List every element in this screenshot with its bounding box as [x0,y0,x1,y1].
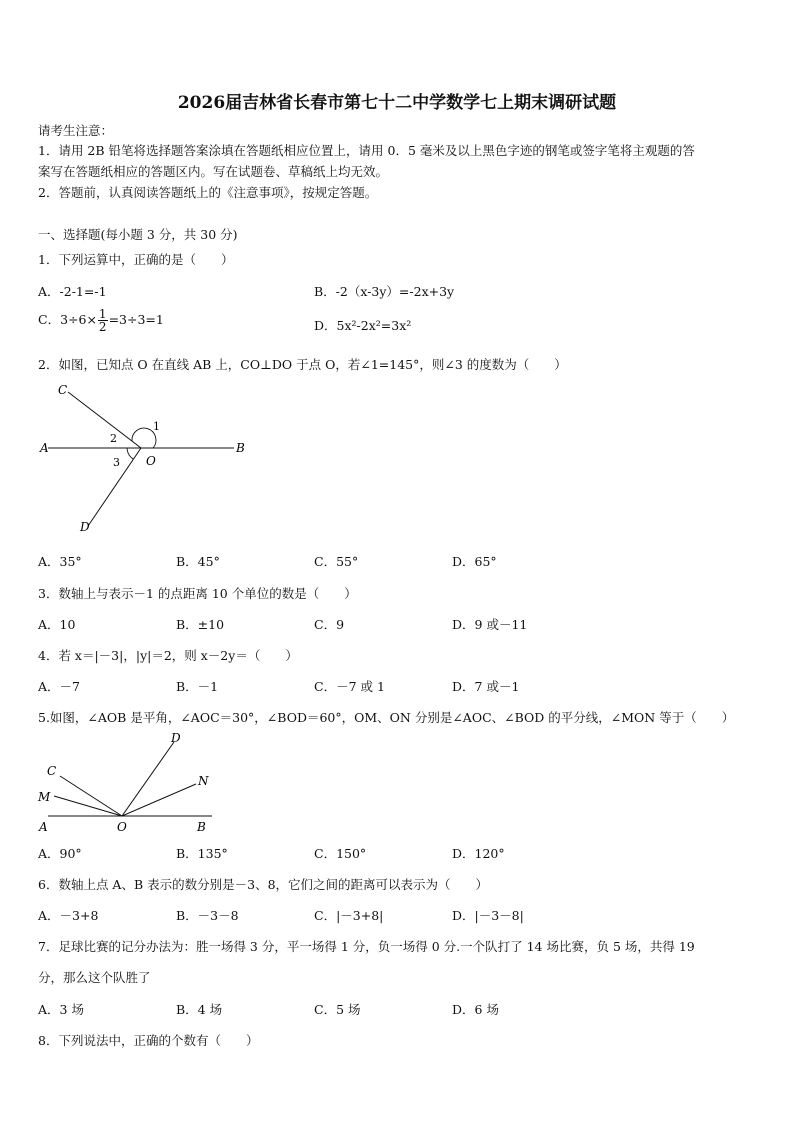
q2-figure [36,376,266,538]
q1-fraction-numerator: 1 [98,307,107,321]
label-a: A [40,441,49,455]
label-d: D [171,731,181,745]
question-4-stem: 4．若 x＝|－3|，|y|＝2，则 x－2y＝（ ） [38,648,298,663]
question-2-stem: 2．如图，已知点 O 在直线 AB 上，CO⊥DO 于点 O，若∠1=145°，则∠3 的度数为（ ） [38,357,567,372]
notice-item1-line2: 案写在答题纸相应的答题区内。写在试题卷、草稿纸上均无效。 [38,164,389,179]
label-o: O [146,454,156,468]
label-o: O [117,820,127,834]
q7-option-d: D．6 场 [452,1002,499,1017]
q1-option-b: B．-2（x-3y）=-2x+3y [314,284,455,299]
label-m: M [38,790,51,804]
q2-option-b: B．45° [176,554,220,569]
notice-item1-line1: 1．请用 2B 铅笔将选择题答案涂填在答题纸相应位置上，请用 0．5 毫米及以上黑色字迹的钢笔或签字笔将主观题的答 [38,143,695,158]
label-angle-3: 3 [113,456,120,469]
q3-option-a: A．10 [38,617,76,632]
notice-item2: 2．答题前，认真阅读答题纸上的《注意事项》，按规定答题。 [38,185,378,200]
q4-option-b: B．－1 [176,679,219,694]
q6-option-b: B．－3－8 [176,908,239,923]
label-c: C [58,383,68,397]
q5-option-a: A．90° [38,846,82,861]
q1-option-c-prefix: C．3÷6× [38,312,97,327]
q4-option-c: C．－7 或 1 [314,679,385,694]
q4-option-a: A．－7 [38,679,80,694]
question-6-stem: 6．数轴上点 A、B 表示的数分别是－3、8，它们之间的距离可以表示为（ ） [38,877,489,892]
question-1-stem: 1．下列运算中，正确的是（ ） [38,252,234,267]
q5-option-c: C．150° [314,846,367,861]
q5-option-b: B．135° [176,846,228,861]
section-header: 一、选择题(每小题 3 分，共 30 分) [38,227,238,242]
question-7-stem-line1: 7．足球比赛的记分办法为：胜一场得 3 分，平一场得 1 分，负一场得 0 分.一个队打了 14 场比赛，负 5 场，共得 19 [38,939,695,954]
q2-option-c: C．55° [314,554,359,569]
q6-option-c: C．|－3+8| [314,908,384,923]
q1-option-d: D．5x²-2x²=3x² [314,318,412,333]
q3-option-b: B．±10 [176,617,225,632]
label-a: A [39,820,48,834]
notice-heading: 请考生注意： [38,123,114,138]
ray-oc [68,392,141,448]
q6-option-a: A．－3+8 [38,908,99,923]
question-7-stem-line2: 分，那么这个队胜了 [38,970,151,985]
ray-oc [60,776,122,816]
q5-figure [34,728,224,836]
q4-option-d: D．7 或－1 [452,679,520,694]
label-angle-2: 2 [110,432,117,445]
q2-option-a: A．35° [38,554,82,569]
question-8-stem: 8．下列说法中，正确的个数有（ ） [38,1033,259,1048]
page-title: 2026届吉林省长春市第七十二中学数学七上期末调研试题 [177,93,617,113]
label-b: B [197,820,206,834]
q1-fraction [98,308,108,333]
q1-option-c [38,308,164,333]
label-b: B [236,441,245,455]
q7-option-a: A．3 场 [38,1002,84,1017]
question-3-stem: 3．数轴上与表示－1 的点距离 10 个单位的数是（ ） [38,586,357,601]
q7-option-c: C．5 场 [314,1002,361,1017]
ray-om [54,796,122,816]
q2-option-d: D．65° [452,554,497,569]
question-5-stem: 5.如图，∠AOB 是平角，∠AOC＝30°，∠BOD＝60°，OM、ON 分别是∠AOC、∠BOD 的平分线，∠MON 等于（ ） [38,710,735,725]
q3-option-d: D．9 或－11 [452,617,528,632]
q3-option-c: C．9 [314,617,345,632]
q1-option-c-suffix: =3÷3=1 [108,312,164,327]
label-c: C [47,764,57,778]
label-d: D [80,520,90,534]
label-angle-1: 1 [153,420,160,433]
angle-3-arc [127,448,133,459]
q7-option-b: B．4 场 [176,1002,223,1017]
q1-option-a: A．-2-1=-1 [38,284,107,299]
q5-option-d: D．120° [452,846,505,861]
q1-fraction-denominator: 2 [98,320,107,334]
label-n: N [198,774,209,788]
q6-option-d: D．|－3－8| [452,908,524,923]
